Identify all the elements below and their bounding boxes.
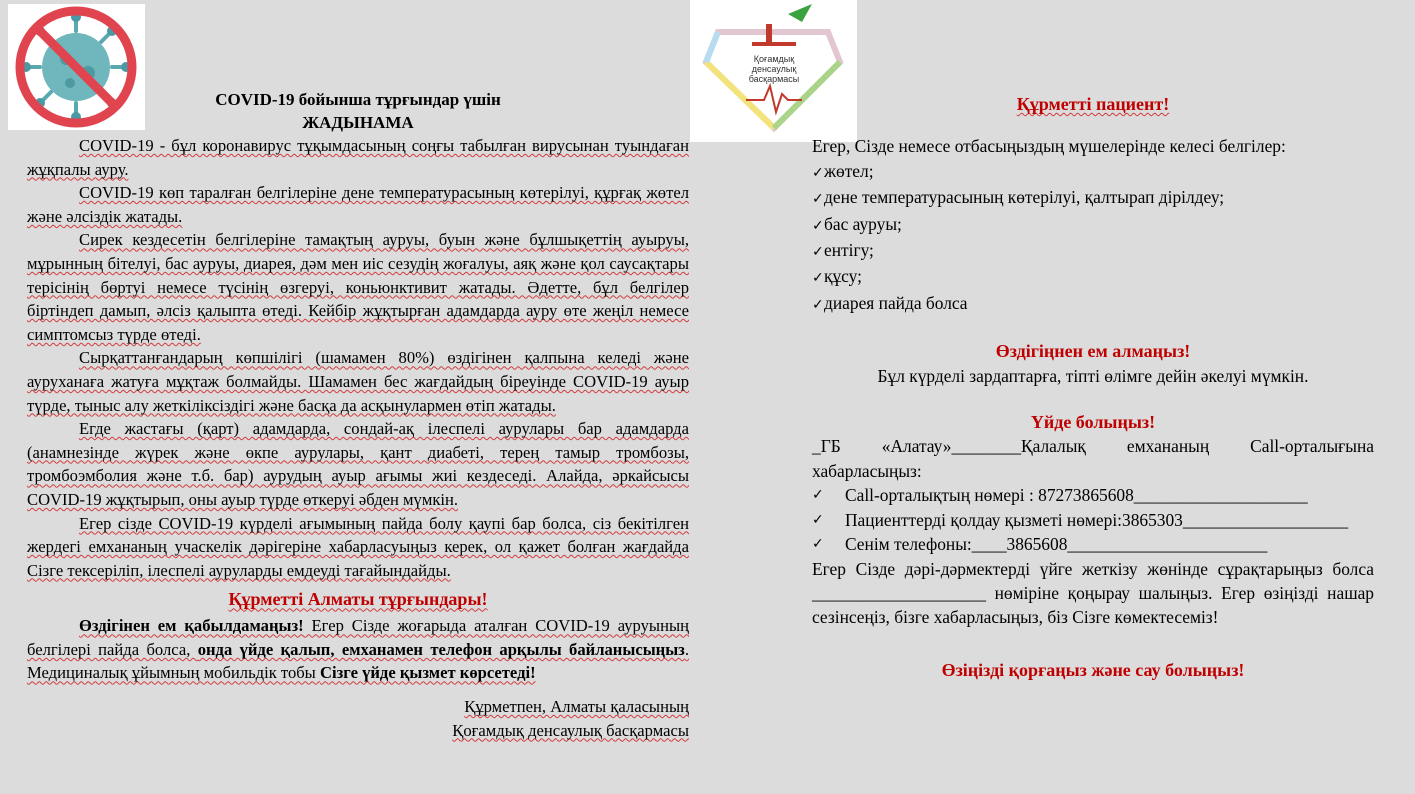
list-item: ✓ Сенім телефоны:____3865608_______________________ — [812, 532, 1374, 556]
logo-line3: басқармасы — [748, 74, 800, 84]
check-icon: ✓ — [812, 244, 824, 261]
signature-line2: Қоғамдық денсаулық басқармасы — [452, 720, 689, 740]
clinic-name: _ГБ «Алатау»________ — [812, 436, 1022, 457]
check-icon: ✓ — [812, 191, 824, 208]
memo-title-line1: COVID-19 бойынша тұрғындар үшін — [215, 90, 501, 109]
no-self-treatment: Өздігінен ем қабылдамаңыз! — [79, 616, 304, 636]
list-item: ✓ Call-орталықтың нөмері : 87273865608____________________ — [812, 483, 1374, 507]
memo-title-line2: ЖАДЫНАМА — [302, 113, 414, 132]
paragraph-definition: COVID-19 - бұл коронавирус тұқымдасының соңғы табылған вирусынан туындаған жұқпалы ауру. — [27, 136, 689, 179]
clinic-instruction: Қалалық емхананың Call-орталығына хабарласыңыз: — [812, 436, 1374, 481]
check-icon: ✓ — [812, 164, 824, 181]
dear-patient-heading: Құрметті пациент! — [1016, 94, 1170, 114]
clinic-call-text — [812, 434, 1374, 483]
intro-text: Егер, Сізде немесе отбасыңыздың мүшелерінде келесі белгілер: — [812, 136, 1286, 157]
paragraph-common-symptoms: COVID-19 көп таралған белгілеріне дене температурасының көтерілуі, құрғақ жөтел және әлсіздік жатады. — [27, 183, 689, 226]
mobile-team-text: . Медициналық ұйымның мобильдік тобы — [27, 639, 689, 683]
contact-list — [812, 483, 1374, 556]
check-icon: ✓ — [812, 296, 824, 313]
delivery-text: Егер Сізде дәрі-дәрмектерді үйге жеткізу жөнінде сұрақтарыңыз болса ____________________ нөміріне қоңырау шалыңыз. Егер өзіңізді нашар сезінсеңіз, бізге хабарласыңыз, біз Сізге көмектесеміз! — [812, 558, 1374, 628]
no-self-treatment-heading: Өздігіңнен ем алмаңыз! — [995, 341, 1191, 362]
list-item: ✓дене температурасының көтерілуі, қалтырап дірілдеу; — [812, 185, 1374, 211]
right-column — [812, 92, 1374, 682]
logo-line1: Қоғамдық — [753, 54, 795, 64]
paragraph-risk-groups: Егде жастағы (қарт) адамдарда, сондай-ақ ілеспелі аурулары бар адамдарда (анамнезінде жүрек және өкпе аурулары, қант диабеті, терең тамыр тромбозы, тромбоэмболия және т.б. бар) аурудың ауыр ағымы жиі кездеседі. Алайда, әркайсысы COVID-19 жұқтырып, оны ауыр түрде өткеруі әбден мүмкін. — [27, 419, 689, 509]
check-icon: ✓ — [812, 536, 824, 553]
list-item: ✓ентігу; — [812, 238, 1374, 264]
list-item: ✓диарея пайда болса — [812, 291, 1374, 317]
list-item: ✓бас ауруы; — [812, 212, 1374, 238]
symptom-list — [812, 159, 1374, 317]
check-icon: ✓ — [812, 270, 824, 287]
left-column — [27, 88, 689, 742]
paragraph-self-treatment — [27, 614, 689, 685]
symptoms-text: Егер Сізде жоғарыда аталған COVID-19 ауруының белгілері пайда болса, — [27, 616, 689, 659]
check-icon: ✓ — [812, 217, 824, 234]
home-service-text: Сізге үйде қызмет көрсетеді! — [319, 663, 536, 683]
signature-line1: Құрметпен, Алматы қаласының — [464, 697, 689, 717]
paragraph-recovery: Сырқаттанғандарың көпшілігі (шамамен 80%) өздігінен қалпына келеді және ауруханаға жатуға мұқтаж болмайды. Шамамен бес жағдайдың біреуінде COVID-19 ауыр түрде, тыныс алу жеткіліксіздігі және басқа да асқынулармен өтіп жатады. — [27, 348, 689, 415]
warning-text: Бұл күрделі зардаптарға, тіпті өлімге дейін әкелуі мүмкін. — [877, 365, 1309, 386]
list-item: ✓құсу; — [812, 264, 1374, 290]
stay-healthy-heading: Өзіңізді қорғаңыз және сау болыңыз! — [941, 659, 1245, 680]
paragraph-contact-doctor: Егер сізде COVID-19 күрделі ағымының пайда болу қаупі бар болса, сіз бекітілген жердегі емхананың учаскелік дәрігеріне хабарласуыңыз керек, ол қажет болған жағдайда Сізге тексеріліп, ілеспелі ауруларды емдеуді тағайындайды. — [27, 513, 689, 580]
paragraph-rare-symptoms: Сирек кездесетін белгілеріне тамақтың ауруы, буын және бұлшықеттің ауыруы, мұрынның бітелуі, бас ауруы, диарея, дәм мен иіс сезудің жоғалуы, аяқ және қол саусақтары терісінің бөртуі немесе түсінің өзгеруі, коньюнктивит жатады. Әдетте, бұл белгілер біртіндеп дамып, әлсіз қалыпта өтеді. Кейбір жұқтырған адамдарда ауру өте жеңіл немесе симптомсыз түрде өтеді. — [27, 230, 689, 344]
stay-home-heading: Үйде болыңыз! — [1030, 412, 1156, 433]
logo-line2: денсаулық — [751, 64, 797, 74]
list-item: ✓ Пациенттерді қолдау қызметі нөмері:3865303___________________ — [812, 508, 1374, 532]
list-item: ✓жөтел; — [812, 159, 1374, 185]
check-icon: ✓ — [812, 511, 824, 528]
almaty-residents-heading: Құрметті Алматы тұрғындары! — [228, 589, 488, 610]
check-icon: ✓ — [812, 487, 824, 504]
stay-home-text: онда үйде қалып, емханамен телефон арқылы байланысыңыз — [197, 639, 685, 659]
